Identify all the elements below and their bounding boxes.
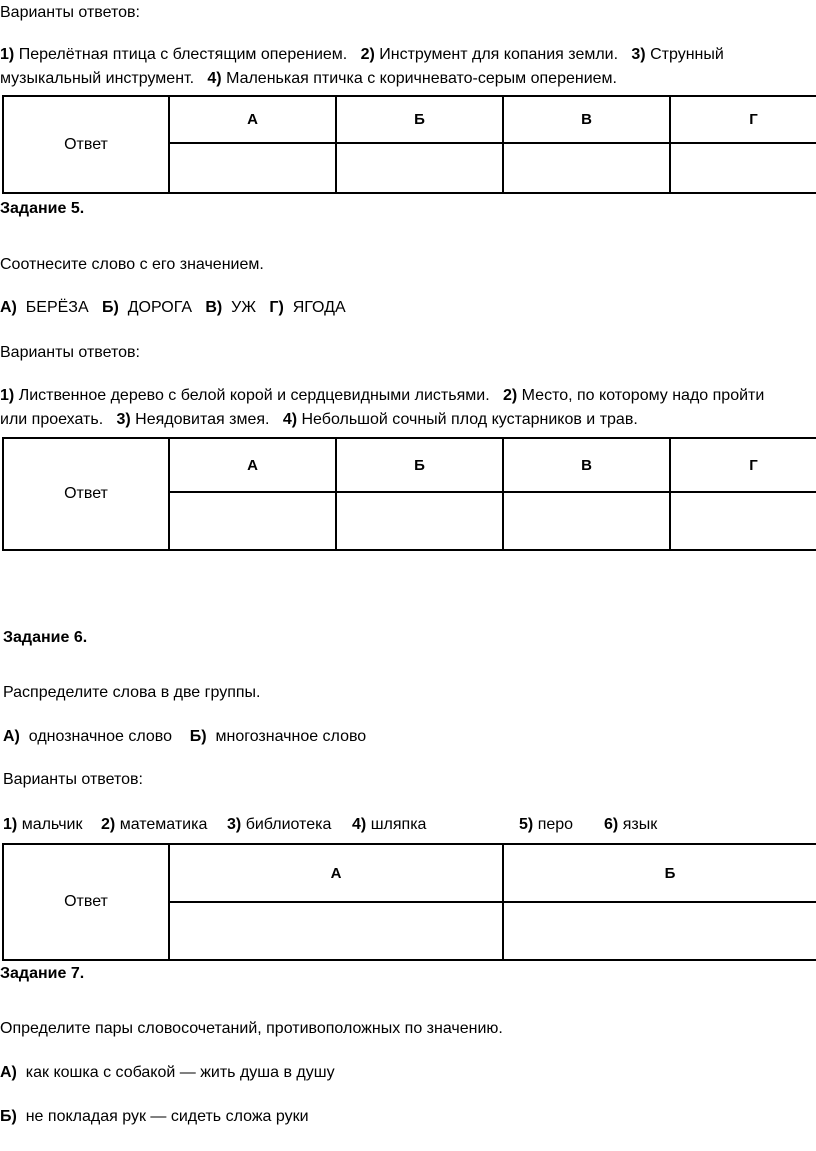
answer-cell[interactable]: [336, 143, 503, 193]
column-header: Г: [670, 438, 816, 492]
column-header: А: [169, 844, 503, 902]
options-line-1: 1) Перелётная птица с блестящим оперением. 2) Инструмент для копания земли. 3) Струнный: [0, 46, 724, 63]
column-header: А: [169, 96, 336, 143]
options-heading: Варианты ответов:: [0, 4, 140, 21]
word-list: А) БЕРЁЗА Б) ДОРОГА В) УЖ Г) ЯГОДА: [0, 299, 346, 316]
task-instruction: Распределите слова в две группы.: [3, 684, 261, 701]
column-header: Г: [670, 96, 816, 143]
answer-cell[interactable]: [169, 143, 336, 193]
pair-item: Б) не покладая рук — сидеть сложа руки: [0, 1108, 309, 1125]
answer-cell[interactable]: [503, 143, 670, 193]
group-list: А) однозначное слово Б) многозначное слово: [3, 728, 367, 745]
answer-row-label: Ответ: [3, 844, 169, 960]
answer-table-task6: [2, 843, 816, 961]
answer-cell[interactable]: [169, 902, 503, 960]
answer-cell[interactable]: [169, 492, 336, 550]
answer-cell[interactable]: [336, 492, 503, 550]
options-heading: Варианты ответов:: [0, 344, 140, 361]
answer-cell[interactable]: [503, 902, 816, 960]
task-heading: Задание 5.: [0, 200, 85, 217]
answer-table-task5: [2, 437, 816, 551]
column-header: Б: [336, 438, 503, 492]
answer-cell[interactable]: [503, 492, 670, 550]
answer-cell[interactable]: [670, 143, 816, 193]
answer-cell[interactable]: [670, 492, 816, 550]
column-header: А: [169, 438, 336, 492]
task-instruction: Соотнесите слово с его значением.: [0, 256, 264, 273]
task-instruction: Определите пары словосочетаний, противоположных по значению.: [0, 1020, 503, 1037]
pair-item: А) как кошка с собакой — жить душа в душу: [0, 1064, 335, 1081]
column-header: В: [503, 438, 670, 492]
answer-row-label: Ответ: [3, 96, 169, 193]
column-header: В: [503, 96, 670, 143]
answer-table-top: [2, 95, 816, 194]
answer-row-label: Ответ: [3, 438, 169, 550]
column-header: Б: [336, 96, 503, 143]
task-heading: Задание 7.: [0, 965, 85, 982]
options-line-2: музыкальный инструмент. 4) Маленькая птичка с коричневато-серым оперением.: [0, 70, 617, 87]
column-header: Б: [503, 844, 816, 902]
options-line-2: или проехать. 3) Неядовитая змея. 4) Небольшой сочный плод кустарников и трав.: [0, 411, 638, 428]
task-heading: Задание 6.: [3, 629, 88, 646]
options-line-1: 1) Лиственное дерево с белой корой и сердцевидными листьями. 2) Место, по которому надо пройти: [0, 387, 765, 404]
options-heading: Варианты ответов:: [3, 771, 143, 788]
